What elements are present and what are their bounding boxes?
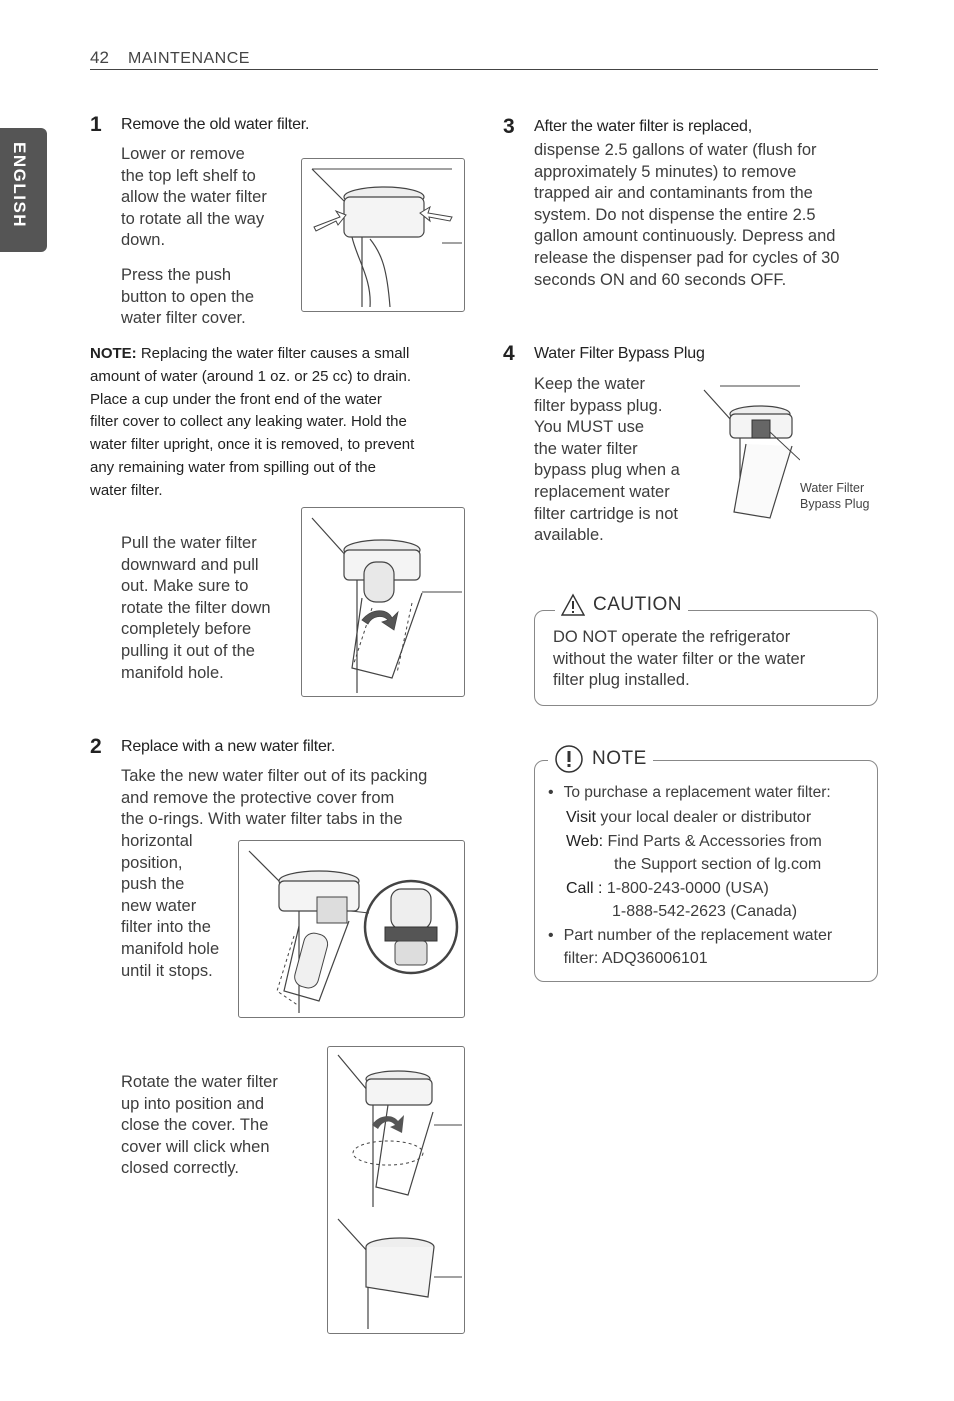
step-1-para-2: Press the push button to open the water filter cover. [121, 266, 255, 328]
page-number: 42 [90, 48, 109, 67]
note-label: NOTE: [90, 345, 137, 362]
pull-filter-illustration [302, 508, 464, 696]
figure-rotate-filter [327, 1046, 465, 1334]
step-2-title: Replace with a new water filter. [121, 738, 336, 755]
figure-pull-filter [301, 507, 465, 697]
note-web: Web: Find Parts & Accessories from [566, 833, 822, 850]
section-title: MAINTENANCE [128, 50, 250, 67]
figure-remove-filter [301, 158, 465, 312]
bullet-icon: • [548, 927, 554, 944]
caution-title: CAUTION [593, 594, 682, 615]
step-1-note: NOTE: Replacing the water filter causes a small amount of water (around 1 oz. or 25 cc) to drain. Place a cup under the front end of the water filter cover to collect any leaking water. Hold the water filter upright, once it is removed, to prevent any remaining water from spilling out of the water filter. [90, 345, 415, 499]
note-visit: Visit your local dealer or distributor [566, 808, 812, 826]
exclamation-circle-icon [554, 744, 584, 774]
insert-filter-illustration [239, 841, 464, 1017]
step-2-number: 2 [90, 735, 102, 758]
bullet-icon: • [548, 784, 554, 801]
note-list [548, 782, 870, 970]
figure-bypass-plug [700, 384, 800, 524]
note-heading [548, 744, 653, 774]
step-1-para-3: Pull the water filter downward and pull out. Make sure to rotate the filter down completely before pulling it out of the manifold hole. [121, 534, 271, 682]
note-call: Call : 1-800-243-0000 (USA) [566, 880, 769, 897]
step-4-title: Water Filter Bypass Plug [534, 345, 705, 362]
caution-text: DO NOT operate the refrigerator without the water filter or the water filter plug installed. [553, 628, 806, 690]
step-3-title: After the water filter is replaced, [534, 118, 752, 135]
step-3-number: 3 [503, 115, 515, 138]
step-1-para-1: Lower or remove the top left shelf to allow the water filter to rotate all the way down. [121, 145, 267, 250]
caution-heading [555, 593, 688, 617]
note-item-1: • To purchase a replacement water filter: [548, 782, 870, 805]
language-tab [0, 128, 47, 252]
figure-insert-filter [238, 840, 465, 1018]
step-1-title: Remove the old water filter. [121, 116, 310, 133]
step-1-number: 1 [90, 113, 102, 136]
step-4-para: Keep the water filter bypass plug. You MUST use the water filter bypass plug when a replacement water filter cartridge is not available. [534, 375, 680, 545]
bypass-plug-label: Water Filter Bypass Plug [800, 481, 870, 511]
note-item-2: • Part number of the replacement water filter: ADQ36006101 [548, 925, 870, 970]
step-4-number: 4 [503, 342, 515, 365]
step-2-para-full: Take the new water filter out of its packing and remove the protective cover from the o-rings. With water filter tabs in the [121, 767, 428, 829]
warning-triangle-icon [561, 593, 585, 617]
language-tab-label: ENGLISH [10, 142, 29, 229]
rotate-filter-illustration [328, 1047, 464, 1333]
header-divider [90, 69, 878, 70]
bypass-plug-illustration [700, 384, 800, 524]
step-3-para: dispense 2.5 gallons of water (flush for approximately 5 minutes) to remove trapped air and contaminants from the system. Do not dispense the entire 2.5 gallon amount continuously. Depress and release the dispenser pad for cycles of 30 seconds ON and 60 seconds OFF. [534, 141, 840, 289]
note-web-cont: the Support section of lg.com [614, 855, 822, 873]
note-title: NOTE [592, 748, 647, 769]
note-call-cont: 1-888-542-2623 (Canada) [612, 902, 798, 920]
step-2-para-narrow: horizontal position, push the new water filter into the manifold hole until it stops. [121, 832, 220, 980]
filter-cover-illustration [302, 159, 464, 311]
step-2-rotate-para: Rotate the water filter up into position and close the cover. The cover will click when closed correctly. [121, 1073, 278, 1178]
